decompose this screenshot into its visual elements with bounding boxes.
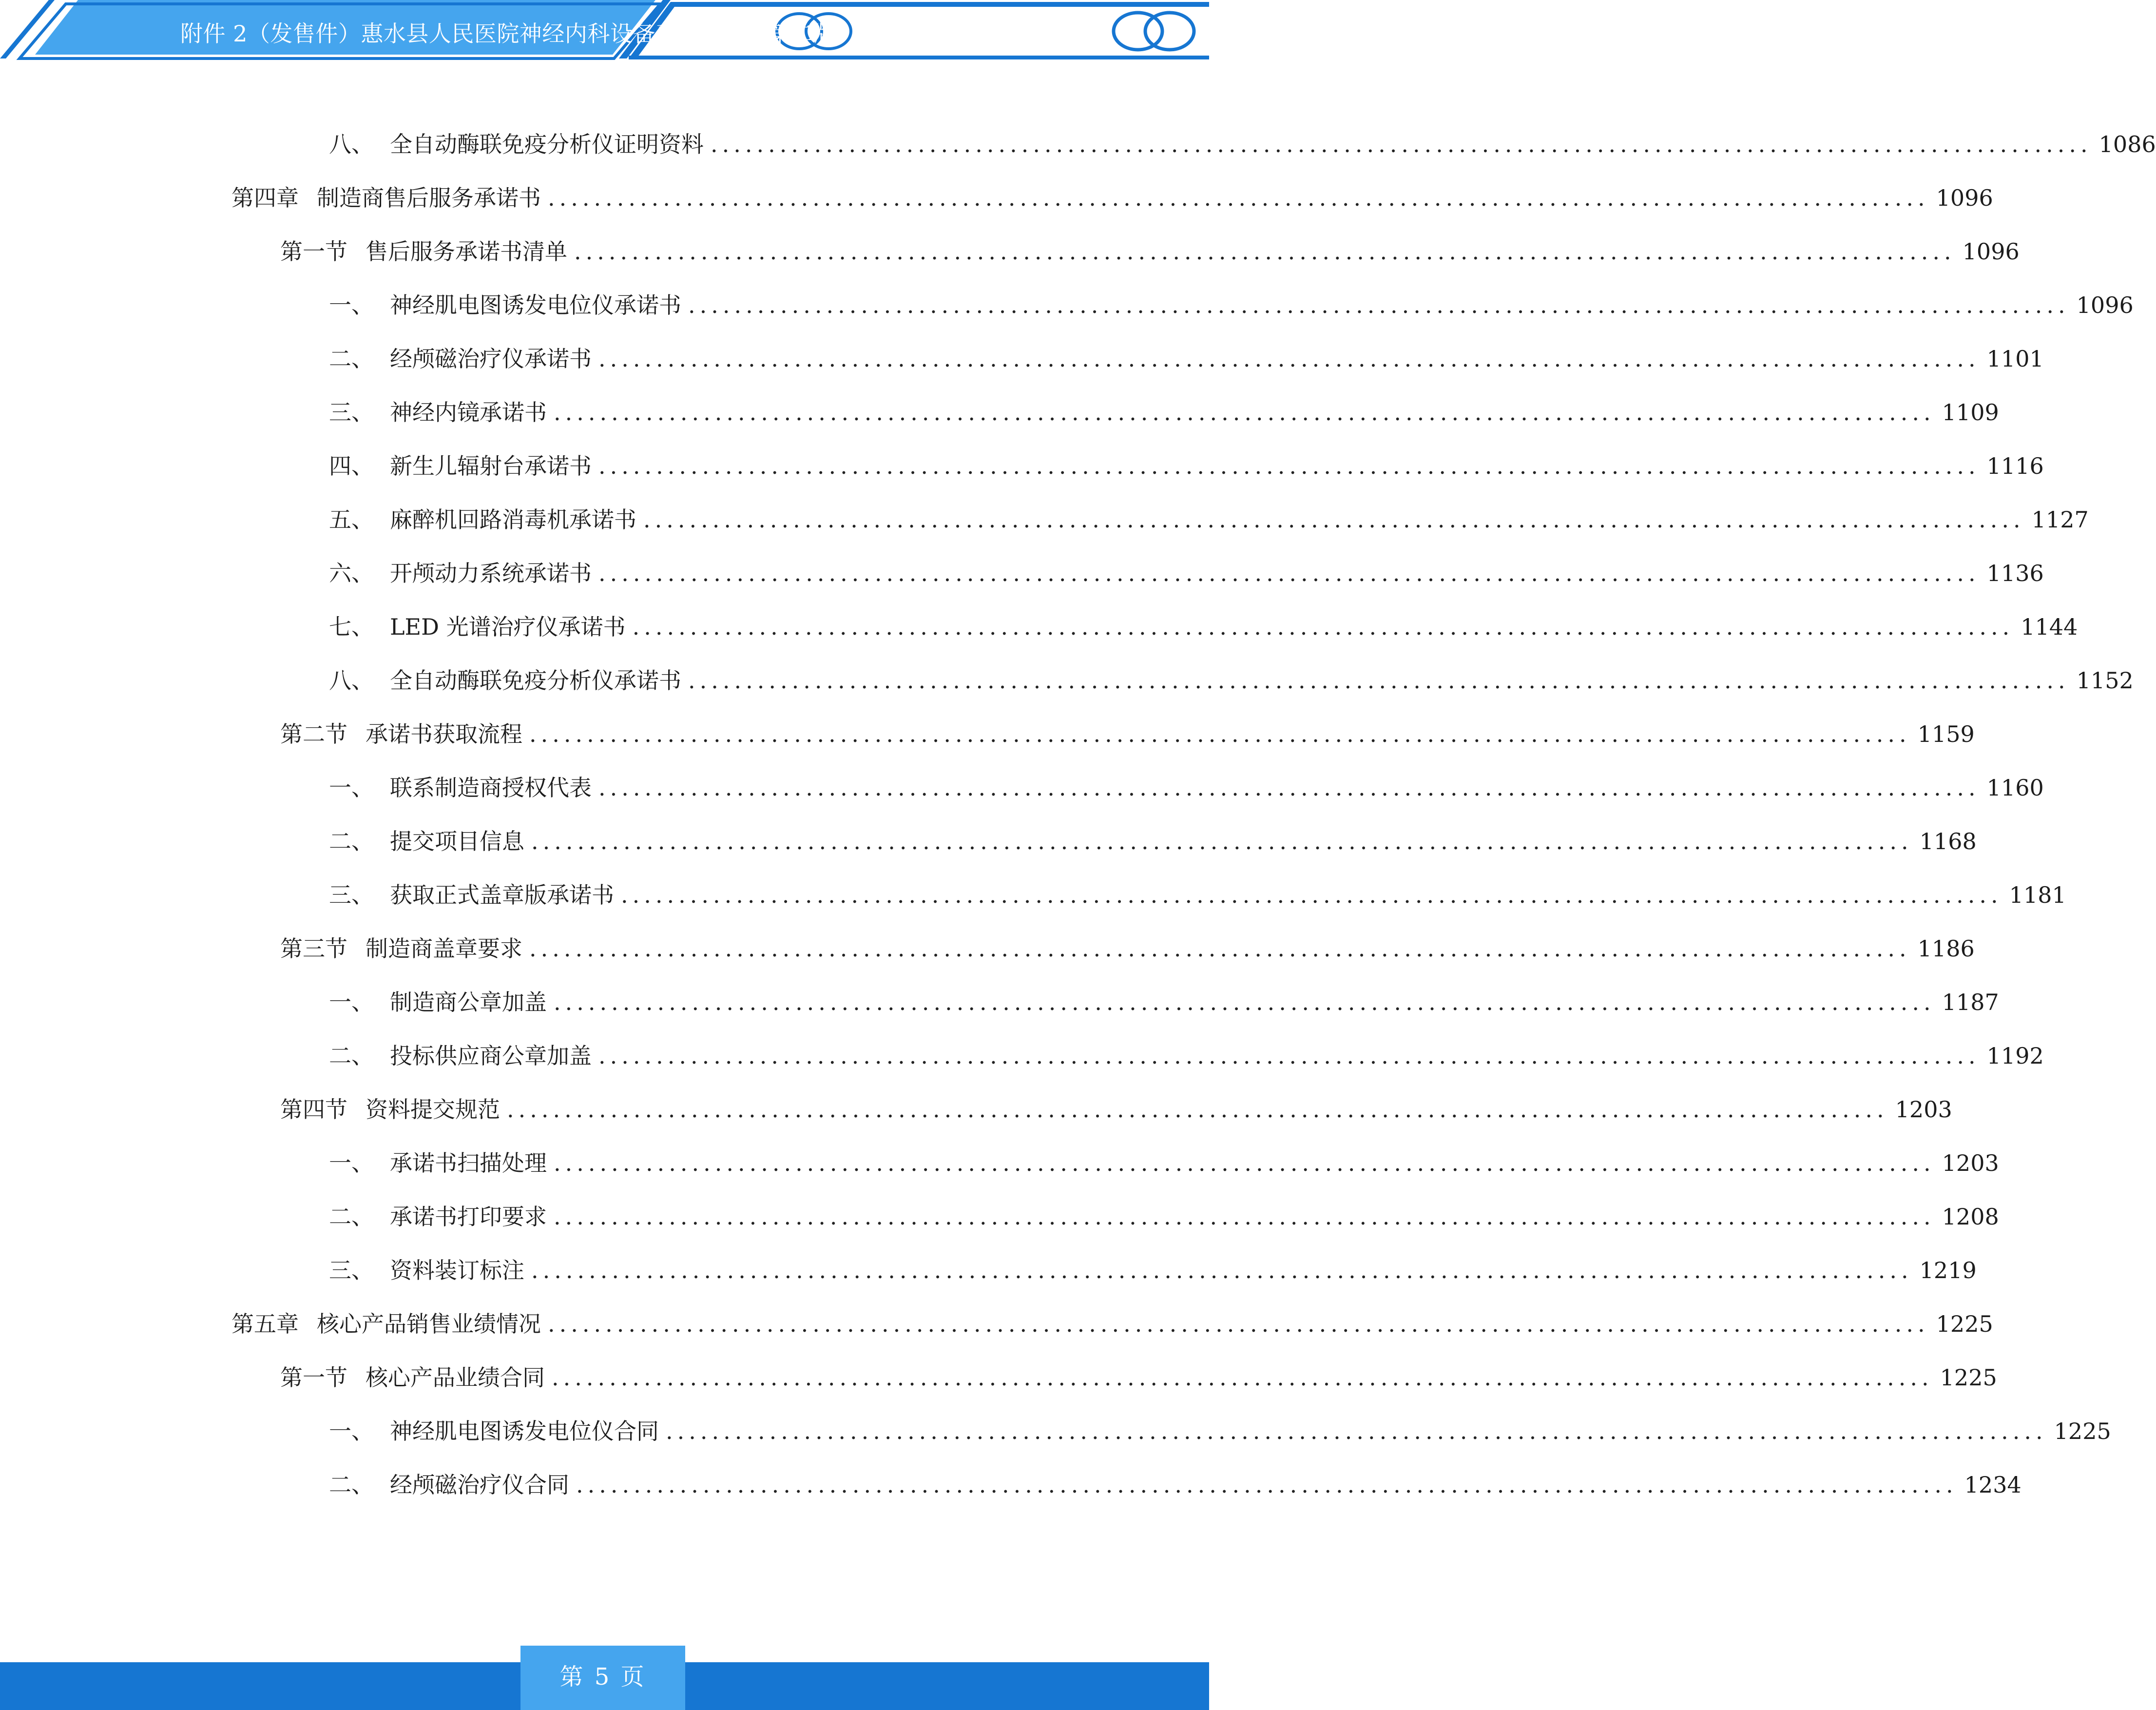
toc-entry[interactable] (280, 1360, 1997, 1395)
toc-leader-dots: ........................................................................................................................ (643, 506, 2025, 533)
toc-entry-number: 第四章 (231, 185, 299, 211)
toc-entry-title: 全自动酶联免疫分析仪证明资料 (390, 131, 704, 157)
toc-entry-page: 1186 (1917, 935, 1975, 962)
toc-entry-page: 1096 (1936, 185, 1993, 211)
page-number: 第 5 页 (559, 1663, 646, 1691)
toc-entry[interactable] (280, 1092, 1952, 1127)
toc-entry-title: 新生儿辐射台承诺书 (390, 453, 592, 479)
toc-entry[interactable] (329, 449, 2044, 483)
toc-entry-page: 1086 (2098, 131, 2156, 157)
toc-leader-dots: ........................................................................................................................ (554, 399, 1935, 426)
toc-entry-title: 获取正式盖章版承诺书 (390, 882, 614, 908)
toc-entry-number: 三、 (329, 399, 374, 426)
toc-entry-page: 1127 (2031, 506, 2089, 533)
toc-entry-title: 开颅动力系统承诺书 (390, 560, 592, 586)
toc-entry-number: 二、 (329, 1472, 374, 1498)
toc-leader-dots: ........................................................................................................................ (711, 131, 2092, 157)
toc-entry-title: 制造商售后服务承诺书 (317, 185, 541, 211)
toc-entry-page: 1225 (1936, 1311, 1993, 1337)
toc-entry-title: 经颅磁治疗仪合同 (390, 1472, 569, 1498)
toc-entry-title: 经颅磁治疗仪承诺书 (390, 346, 592, 372)
toc-entry-page: 1096 (2076, 292, 2134, 318)
toc-leader-dots: ........................................................................................................................ (598, 453, 1980, 479)
toc-entry-page: 1159 (1917, 721, 1975, 747)
toc-entry[interactable] (280, 234, 2020, 269)
toc-leader-dots: ........................................................................................................................ (688, 292, 2070, 318)
toc-entry-number: 二、 (329, 1043, 374, 1069)
toc-entry-title: 售后服务承诺书清单 (366, 238, 567, 265)
toc-entry-page: 1144 (2021, 614, 2078, 640)
toc-leader-dots: ........................................................................................................................ (598, 775, 1980, 801)
toc-entry[interactable] (329, 1253, 1977, 1287)
toc-entry[interactable] (329, 127, 2156, 161)
toc-entry-page: 1203 (1895, 1096, 1952, 1123)
toc-entry-number: 第五章 (231, 1311, 299, 1337)
toc-entry-page: 1109 (1942, 399, 1999, 426)
toc-entry[interactable] (231, 1307, 1993, 1341)
toc-entry[interactable] (329, 395, 1999, 429)
toc-leader-dots: ........................................................................................................................ (552, 1364, 1933, 1391)
toc-leader-dots: ........................................................................................................................ (548, 1311, 1929, 1337)
toc-entry-number: 第一节 (280, 1364, 347, 1391)
toc-leader-dots: ........................................................................................................................ (529, 935, 1911, 962)
toc-entry-number: 第一节 (280, 238, 347, 265)
toc-entry-number: 二、 (329, 1204, 374, 1230)
toc-entry-number: 第二节 (280, 721, 347, 747)
toc-entry-number: 二、 (329, 828, 374, 855)
toc-entry-page: 1203 (1942, 1150, 1999, 1176)
toc-entry[interactable] (329, 342, 2044, 376)
toc-entry-number: 六、 (329, 560, 374, 586)
header-bottom-rule (629, 56, 1209, 59)
toc-leader-dots: ........................................................................................................................ (666, 1418, 2047, 1444)
toc-entry[interactable] (329, 610, 2078, 644)
toc-entry-page: 1160 (1986, 775, 2044, 801)
toc-leader-dots: ........................................................................................................................ (598, 560, 1980, 586)
toc-entry-title: 全自动酶联免疫分析仪承诺书 (390, 667, 681, 694)
toc-leader-dots: ........................................................................................................................ (554, 1150, 1935, 1176)
toc-entry[interactable] (280, 932, 1975, 966)
toc-entry[interactable] (329, 503, 2089, 537)
toc-entry-number: 四、 (329, 453, 374, 479)
toc-leader-dots: ........................................................................................................................ (598, 1043, 1980, 1069)
toc-leader-dots: ........................................................................................................................ (574, 238, 1956, 265)
toc-entry-number: 八、 (329, 667, 374, 694)
toc-entry-title: 资料提交规范 (366, 1096, 500, 1123)
toc-entry-number: 二、 (329, 346, 374, 372)
toc-entry-title: 麻醉机回路消毒机承诺书 (390, 506, 636, 533)
toc-entry[interactable] (329, 663, 2134, 698)
toc-entry[interactable] (280, 717, 1975, 751)
toc-entry[interactable] (329, 824, 1977, 858)
toc-leader-dots: ........................................................................................................................ (576, 1472, 1958, 1498)
toc-entry[interactable] (329, 1039, 2044, 1073)
toc-entry[interactable] (329, 1146, 1999, 1180)
toc-entry-number: 一、 (329, 775, 374, 801)
toc-entry-page: 1152 (2076, 667, 2134, 694)
toc-entry[interactable] (329, 1414, 2111, 1448)
toc-entry-number: 一、 (329, 1418, 374, 1444)
toc-entry-page: 1116 (1986, 453, 2044, 479)
toc-entry-page: 1168 (1919, 828, 1977, 855)
toc-leader-dots: ........................................................................................................................ (554, 1204, 1935, 1230)
page-header (0, 0, 1209, 63)
toc-entry-page: 1208 (1942, 1204, 1999, 1230)
toc-entry-title: 神经内镜承诺书 (390, 399, 547, 426)
toc-entry-page: 1225 (2054, 1418, 2111, 1444)
toc-leader-dots: ........................................................................................................................ (531, 1257, 1913, 1283)
toc-entry-page: 1101 (1986, 346, 2044, 372)
toc-entry-number: 第三节 (280, 935, 347, 962)
toc-entry-title: 承诺书获取流程 (366, 721, 522, 747)
toc-entry-title: 核心产品销售业绩情况 (317, 1311, 541, 1337)
toc-leader-dots: ........................................................................................................................ (598, 346, 1980, 372)
header-title: 附件 2（发售件）惠水县人民医院神经内科设备采购项目（第二版） (180, 20, 860, 47)
toc-leader-dots: ........................................................................................................................ (529, 721, 1911, 747)
toc-leader-dots: ........................................................................................................................ (621, 882, 2002, 908)
toc-entry-title: 制造商公章加盖 (390, 989, 547, 1015)
toc-entry-page: 1234 (1964, 1472, 2021, 1498)
toc-entry-number: 五、 (329, 506, 374, 533)
toc-entry-page: 1219 (1919, 1257, 1977, 1283)
logo-ring-right (1145, 13, 1194, 50)
toc-leader-dots: ........................................................................................................................ (548, 185, 1929, 211)
toc-entry-number: 三、 (329, 1257, 374, 1283)
toc-entry[interactable] (329, 985, 1999, 1019)
toc-entry-number: 七、 (329, 614, 374, 640)
toc-entry-page: 1136 (1986, 560, 2044, 586)
toc-entry[interactable] (329, 1468, 2021, 1502)
toc-entry-page: 1192 (1986, 1043, 2044, 1069)
toc-entry-number: 一、 (329, 1150, 374, 1176)
toc-leader-dots: ........................................................................................................................ (554, 989, 1935, 1015)
toc-entry-page: 1225 (1940, 1364, 1997, 1391)
toc-entry-title: 神经肌电图诱发电位仪合同 (390, 1418, 659, 1444)
toc-entry-title: 制造商盖章要求 (366, 935, 522, 962)
toc-entry-number: 一、 (329, 989, 374, 1015)
toc-entry[interactable] (329, 771, 2044, 805)
toc-entry[interactable] (329, 556, 2044, 590)
toc-entry-number: 第四节 (280, 1096, 347, 1123)
toc-entry-title: 提交项目信息 (390, 828, 524, 855)
toc-entry-title: 核心产品业绩合同 (366, 1364, 545, 1391)
toc-entry-number: 一、 (329, 292, 374, 318)
toc-entry-number: 三、 (329, 882, 374, 908)
toc-entry-page: 1096 (1962, 238, 2020, 265)
toc-entry-page: 1181 (2009, 882, 2066, 908)
toc-entry[interactable] (329, 878, 2066, 912)
toc-entry-number: 八、 (329, 131, 374, 157)
toc-entry[interactable] (329, 288, 2134, 322)
toc-leader-dots: ........................................................................................................................ (531, 828, 1913, 855)
toc-entry[interactable] (329, 1200, 1999, 1234)
toc-entry-title: 承诺书打印要求 (390, 1204, 547, 1230)
toc-entry-title: 神经肌电图诱发电位仪承诺书 (390, 292, 681, 318)
toc-entry-title: 联系制造商授权代表 (390, 775, 592, 801)
toc-entry-title: 承诺书扫描处理 (390, 1150, 547, 1176)
toc-entry-title: 投标供应商公章加盖 (390, 1043, 592, 1069)
toc-entry-title: 资料装订标注 (390, 1257, 524, 1283)
toc-entry-page: 1187 (1942, 989, 1999, 1015)
toc-leader-dots: ........................................................................................................................ (688, 667, 2070, 694)
toc-entry-title: LED 光谱治疗仪承诺书 (390, 614, 626, 640)
toc-leader-dots: ........................................................................................................................ (632, 614, 2014, 640)
toc-leader-dots: ........................................................................................................................ (507, 1096, 1888, 1123)
toc-entry[interactable] (231, 181, 1993, 215)
